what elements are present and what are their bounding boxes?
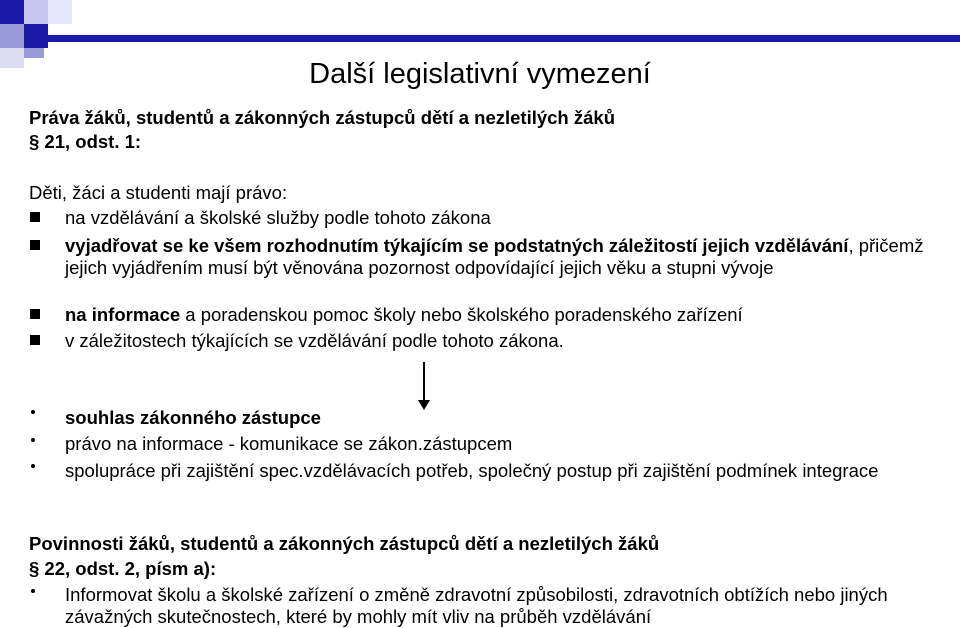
deco-tile: [24, 24, 48, 48]
section1-intro: Děti, žáci a studenti mají právo:: [29, 182, 288, 203]
section1-paragraph: § 21, odst. 1:: [29, 131, 142, 152]
deco-tile: [0, 0, 24, 24]
duty-item: Informovat školu a školské zařízení o změně zdravotní způsobilosti, zdravotních obtížích nebo jiných závažných skutečnostech, které by mohly mít vliv na průběh vzdělávání: [65, 584, 888, 627]
right-text: v záležitostech týkajících se vzdělávání podle tohoto zákona.: [65, 330, 564, 351]
right-bold: vyjadřovat se ke všem rozhodnutím týkajícím se podstatných záležitostí jejich vzdělávání: [65, 235, 849, 256]
consequence-item: souhlas zákonného zástupce: [65, 407, 321, 428]
page-title: Další legislativní vymezení: [309, 58, 651, 90]
right-text: , přičemž jejich vyjádřením musí být věnována pozornost odpovídající jejich věku a stupni vývoje: [65, 235, 924, 278]
deco-tile: [24, 48, 44, 58]
bullet-square: [30, 309, 40, 319]
consequence-item: spolupráce při zajištění spec.vzdělávacích potřeb, společný postup při zajištění podmínek integrace: [65, 460, 879, 481]
section1-heading: Práva žáků, studentů a zákonných zástupců dětí a nezletilých žáků: [29, 107, 616, 128]
bullet-dot: [31, 464, 35, 468]
arrow-down-line: [423, 362, 425, 402]
header-bar: [48, 35, 960, 42]
section2-paragraph: § 22, odst. 2, písm a):: [29, 558, 217, 579]
deco-tile: [24, 0, 48, 24]
bullet-dot: [31, 589, 35, 593]
deco-tile: [48, 0, 72, 24]
right-item: [65, 304, 945, 326]
right-text: a poradenskou pomoc školy nebo školského poradenského zařízení: [180, 304, 743, 325]
right-item: [65, 207, 945, 229]
right-bold: na informace: [65, 304, 181, 325]
bullet-square: [30, 335, 40, 345]
bullet-square: [30, 240, 40, 250]
bullet-dot: [31, 410, 35, 414]
deco-tile: [0, 24, 24, 48]
bullet-square: [30, 212, 40, 222]
right-item: [65, 330, 945, 352]
right-item: [65, 235, 945, 279]
consequence-item: právo na informace - komunikace se zákon.zástupcem: [65, 433, 513, 454]
right-text: na vzdělávání a školské služby podle tohoto zákona: [65, 207, 491, 228]
section2-heading: Povinnosti žáků, studentů a zákonných zástupců dětí a nezletilých žáků: [29, 533, 660, 554]
bullet-dot: [31, 438, 35, 442]
